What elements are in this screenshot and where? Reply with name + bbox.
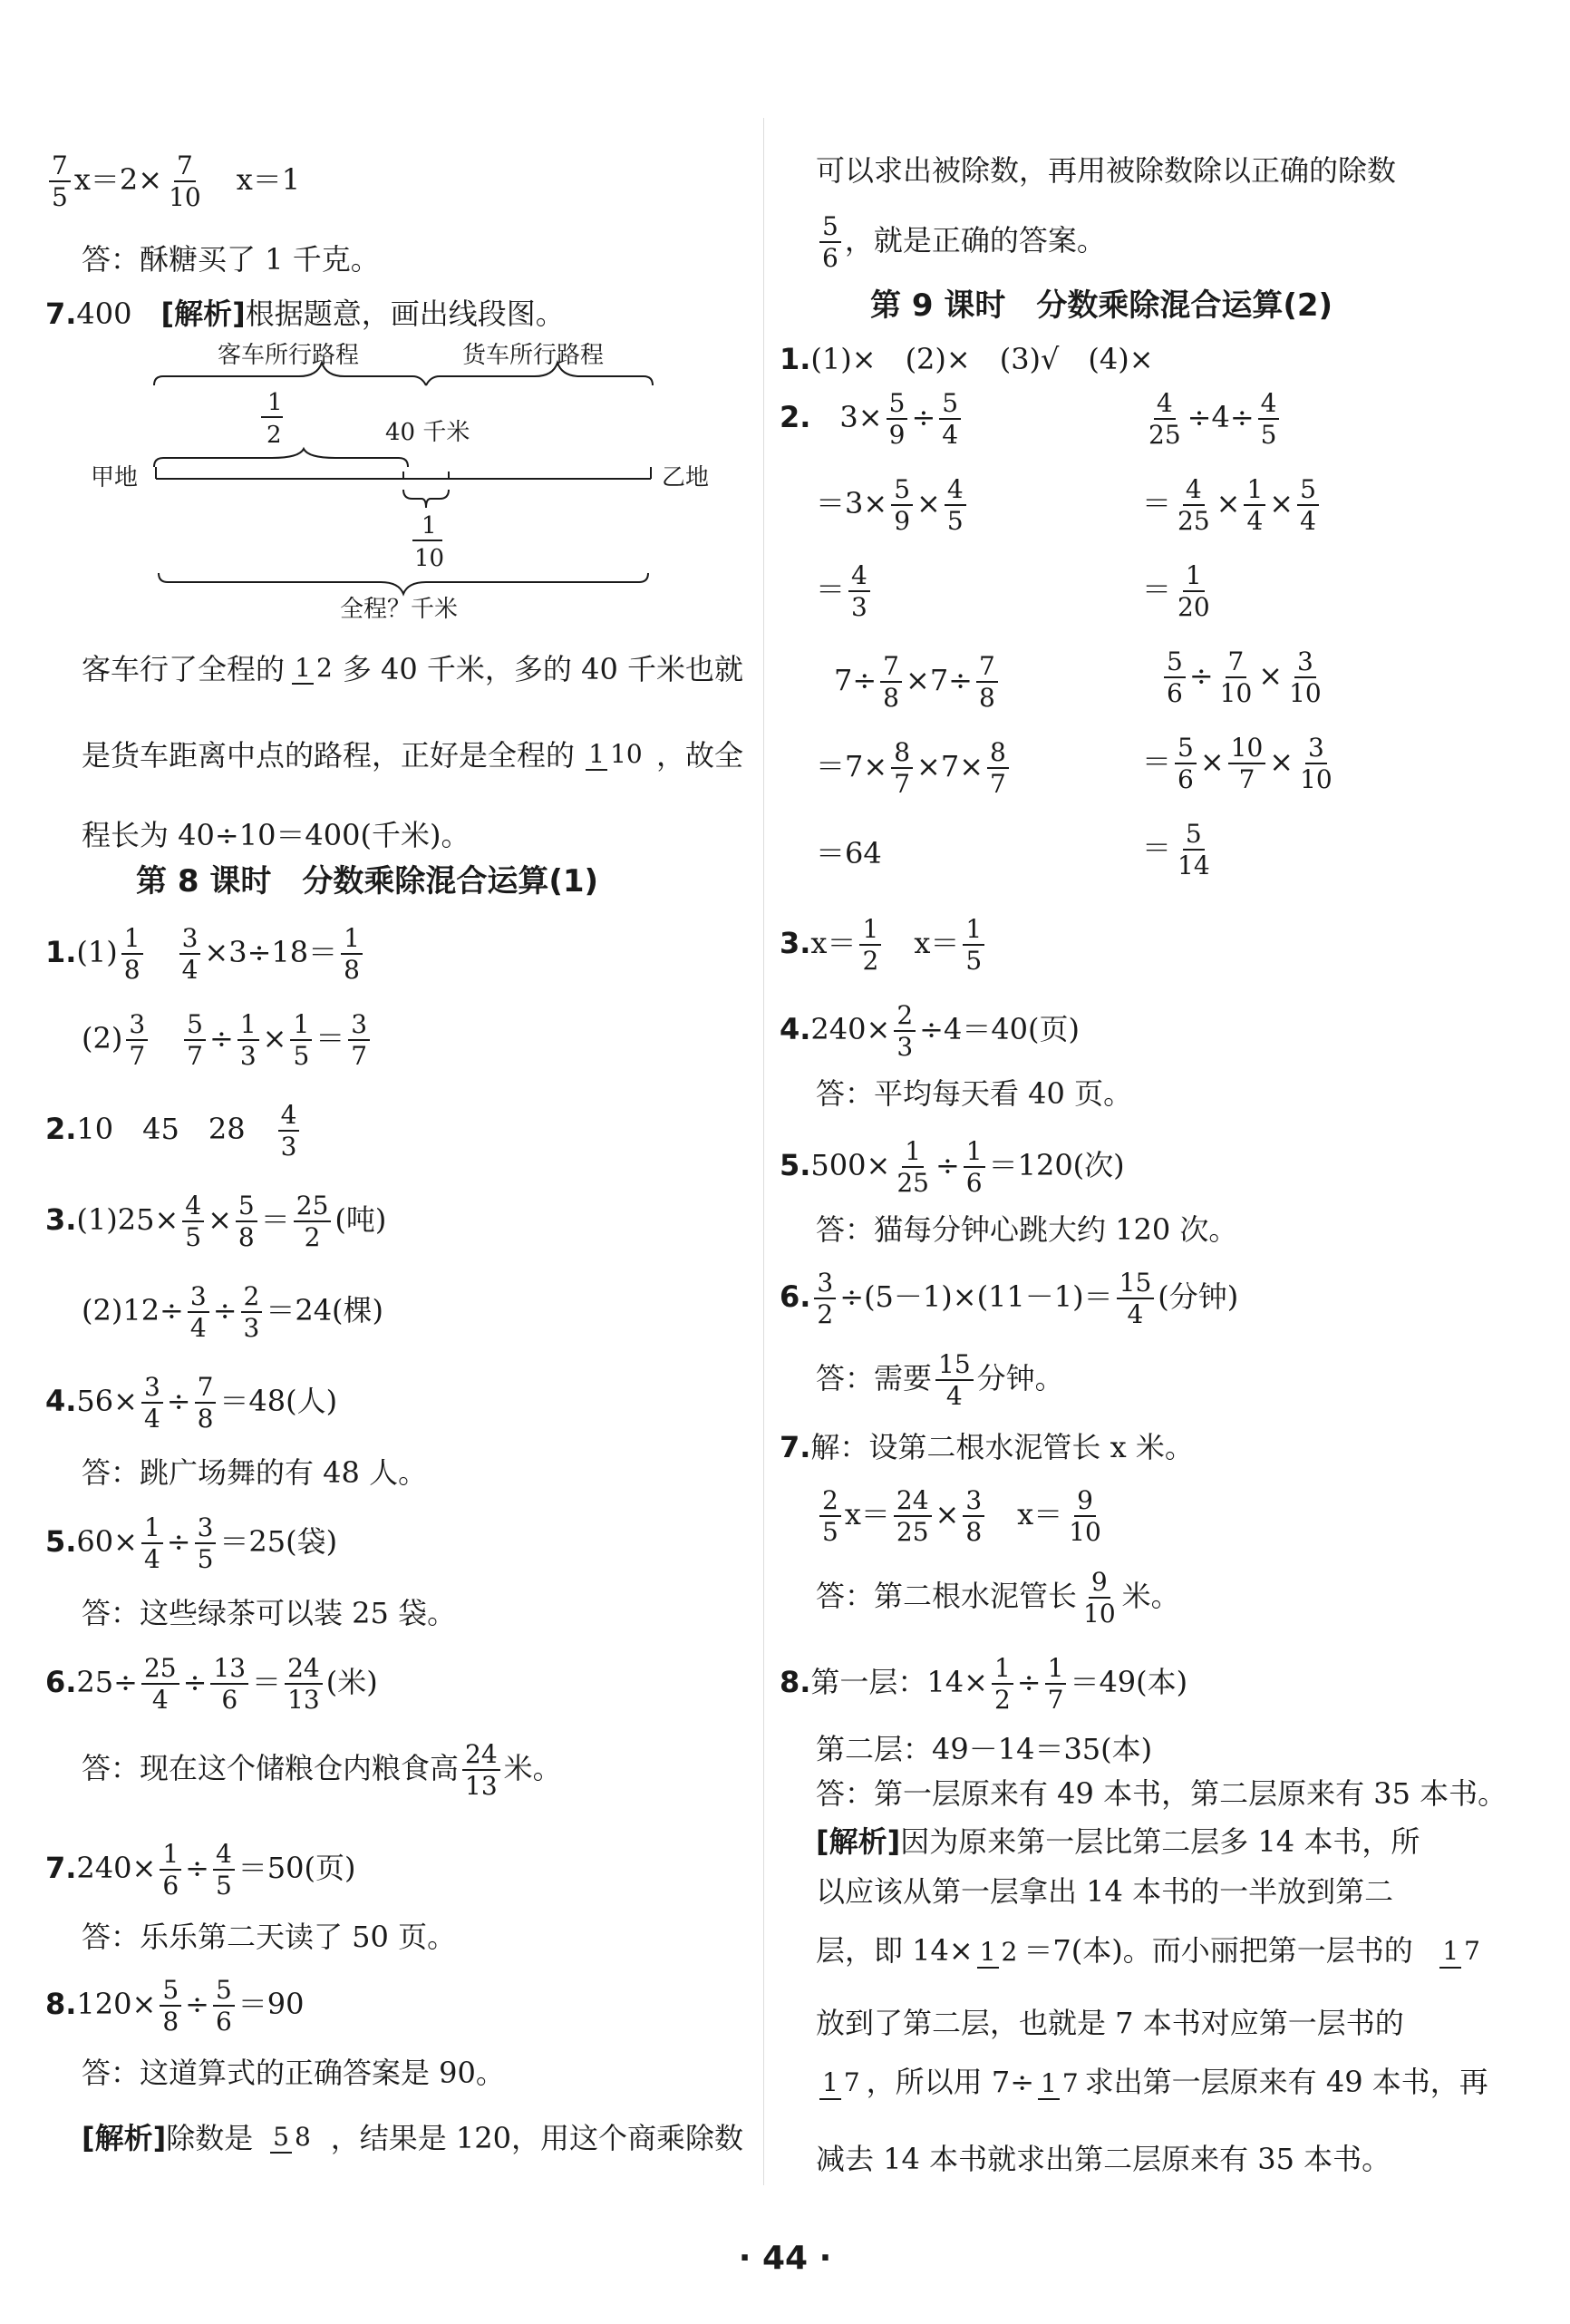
line-segment-diagram [45, 335, 743, 626]
answer-7: 7.240× $\frac{1}{6}$ ÷ $\frac{4}{5}$ ＝50(页) [45, 1839, 356, 1901]
analysis-line: 放到了第二层，也就是 7 本书对应第一层书的 [816, 2006, 1404, 2040]
answer-2-b: $\frac{4}{25}$ ÷4÷ $\frac{4}{5}$ [1142, 390, 1283, 449]
answer-2-c-step: ＝7× $\frac{8}{7}$ ×7× $\frac{8}{7}$ [816, 739, 1013, 798]
svg-text:2: 2 [267, 422, 282, 449]
analysis-line: 层，即 14× 1 2 ＝7(本)。而小丽把第一层书的 1 7 [816, 1933, 1480, 1968]
answer-8-text: 答：这道算式的正确答案是 90。 [82, 2056, 505, 2090]
column-separator [763, 118, 764, 2185]
answer-1-2: (2) $\frac{3}{7}$ $\frac{5}{7}$ ÷ $\frac{1}{3}$ × $\frac{1}{5}$ ＝ $\frac{3}{7}$ [45, 1011, 373, 1070]
explanation-line: 程长为 40÷10＝400(千米)。 [82, 818, 470, 852]
answer-1-1: 1.(1) $\frac{1}{8}$ $\frac{3}{4}$ ×3÷18＝ $\frac{1}{8}$ [45, 925, 366, 984]
answer-7-text: 答：乐乐第二天读了 50 页。 [82, 1920, 457, 1954]
question-7: 7.400 [解析]根据题意，画出线段图。 [45, 297, 565, 331]
answer-2-d-result: ＝ $\frac{5}{14}$ [1142, 819, 1210, 881]
analysis-line: [解析]因为原来第一层比第二层多 14 本书，所 [816, 1824, 1420, 1859]
answer-7: 7.解：设第二根水泥管长 x 米。 [780, 1430, 1194, 1464]
section-heading-8: 第 8 课时 分数乘除混合运算(1) [136, 863, 599, 899]
start-point-label: 甲地 [91, 464, 139, 491]
answer-3-2: (2)12÷ $\frac{3}{4}$ ÷ $\frac{2}{3}$ ＝24(棵) [82, 1281, 384, 1344]
answer-2-a-step: ＝3× $\frac{5}{9}$ × $\frac{4}{5}$ [816, 476, 970, 535]
explanation-line: 是货车距离中点的路程，正好是全程的 1 10 ，故全 [82, 737, 743, 773]
answer-2-c: 7÷ $\frac{7}{8}$ ×7÷ $\frac{7}{8}$ [834, 653, 1002, 712]
analysis-8: [解析]除数是 5 8 ，结果是 120，用这个商乘除数 [82, 2120, 743, 2155]
answer-5-text: 答：猫每分钟心跳大约 120 次。 [816, 1212, 1238, 1247]
answer-2-c-result: ＝64 [816, 836, 882, 870]
answer-2-b-step: ＝ $\frac{4}{25}$ × $\frac{1}{4}$ × $\frac{5}{4}$ [1142, 476, 1323, 535]
end-point-label: 乙地 [662, 464, 710, 491]
answer-4: 4.240× $\frac{2}{3}$ ÷4＝40(页) [780, 1000, 1081, 1063]
40km-label: 40 千米 [385, 419, 470, 446]
svg-text:1: 1 [422, 512, 437, 540]
answer-8: 8.第一层：14× $\frac{1}{2}$ ÷ $\frac{1}{7}$ ＝49(本) [780, 1653, 1188, 1716]
answer-5: 5.500× $\frac{1}{25}$ ÷ $\frac{1}{6}$ ＝120(次) [780, 1136, 1125, 1199]
answer-3-1: 3.(1)25× $\frac{4}{5}$ × $\frac{5}{8}$ ＝ $\frac{25}{2}$ (吨) [45, 1191, 387, 1253]
truck-distance-label: 货车所行路程 [462, 342, 605, 369]
section-heading-9: 第 9 课时 分数乘除混合运算(2) [870, 287, 1333, 324]
answer-6-text: 答：需要 $\frac{15}{4}$ 分钟。 [816, 1349, 1064, 1412]
answer-6-text: 答：现在这个储粮仓内粮食高 $\frac{24}{13}$ 米。 [82, 1739, 562, 1802]
answer-8-text: 答：第一层原来有 49 本书，第二层原来有 35 本书。 [816, 1776, 1507, 1811]
answer-5: 5.60× $\frac{1}{4}$ ÷ $\frac{3}{5}$ ＝25(袋) [45, 1512, 338, 1575]
answer-7-text: 答：第二根水泥管长 $\frac{9}{10}$ 米。 [816, 1567, 1180, 1629]
answer-6: 6.25÷ $\frac{25}{4}$ ÷ $\frac{13}{6}$ ＝ $\frac{24}{13}$ (米) [45, 1653, 378, 1716]
answer-4-text: 答：平均每天看 40 页。 [816, 1076, 1133, 1111]
answer-5-text: 答：这些绿茶可以装 25 袋。 [82, 1596, 457, 1630]
answer-8: 8.120× $\frac{5}{8}$ ÷ $\frac{5}{6}$ ＝90 [45, 1975, 305, 2037]
answer-2-d: $\frac{5}{6}$ ÷ $\frac{7}{10}$ × $\frac{3}{10}$ [1160, 648, 1328, 707]
answer-2: 2.10 45 28 $\frac{4}{3}$ [45, 1102, 303, 1161]
total-distance-label: 全程？千米 [340, 596, 459, 623]
svg-text:10: 10 [414, 545, 445, 572]
analysis-line: 1 7 ，所以用 7÷ 1 7 求出第一层原来有 49 本书，再 [816, 2067, 1487, 2100]
answer-4-text: 答：跳广场舞的有 48 人。 [82, 1455, 428, 1490]
answer-2-d-step: ＝ $\frac{5}{6}$ × $\frac{10}{7}$ × $\frac{3}{10}$ [1142, 733, 1333, 795]
answer-2-a: 2. 3× $\frac{5}{9}$ ÷ $\frac{5}{4}$ [780, 390, 964, 449]
answer-3: 3.x＝ $\frac{1}{2}$ x＝ $\frac{1}{5}$ [780, 916, 988, 975]
answer-4: 4.56× $\frac{3}{4}$ ÷ $\frac{7}{8}$ ＝48(人) [45, 1372, 338, 1434]
answer-2-b-result: ＝ $\frac{1}{20}$ [1142, 560, 1210, 623]
answer-line: 答：酥糖买了 1 千克。 [82, 242, 380, 277]
answer-8-layer2: 第二层：49－14＝35(本) [816, 1732, 1153, 1766]
answer-6: 6. $\frac{3}{2}$ ÷(5－1)×(11－1)＝ $\frac{15}{4}$ (分钟) [780, 1268, 1239, 1330]
analysis-line: 减去 14 本书就求出第二层原来有 35 本书。 [816, 2142, 1391, 2176]
continued-text: 可以求出被除数，再用被除数除以正确的除数 [816, 153, 1397, 188]
bus-distance-label: 客车所行路程 [218, 342, 360, 369]
answer-7-equation: $\frac{2}{5}$ x＝ $\frac{24}{25}$ × $\frac{3}{8}$ x＝ $\frac{9}{10}$ [816, 1487, 1108, 1546]
answer-1: 1.(1)× (2)× (3)√ (4)× [780, 342, 1154, 376]
continued-text: $\frac{5}{6}$ ，就是正确的答案。 [816, 213, 1106, 272]
analysis-line: 以应该从第一层拿出 14 本书的一半放到第二 [816, 1874, 1394, 1909]
equation-line: $\frac{7}{5}$ x＝2× $\frac{7}{10}$ x＝1 [45, 152, 300, 211]
page-number: · 44 · [738, 2240, 832, 2277]
answer-2-a-result: ＝ $\frac{4}{3}$ [816, 562, 874, 621]
explanation-line: 客车行了全程的 1 2 多 40 千米，多的 40 千米也就 [82, 651, 743, 686]
svg-text:1: 1 [267, 389, 283, 416]
